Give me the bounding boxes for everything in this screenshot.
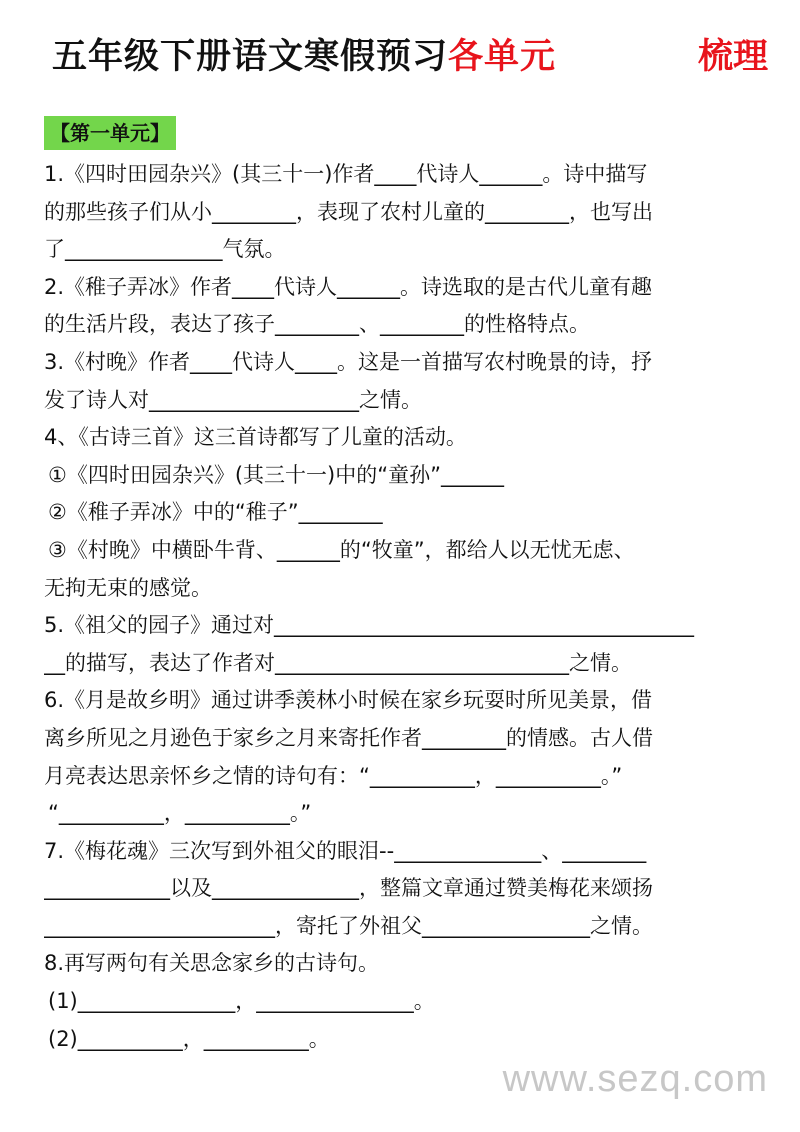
question-line: 无拘无束的感觉。 xyxy=(44,575,212,600)
question-line: 1.《四时田园杂兴》(其三十一)作者____代诗人______。诗中描写 xyxy=(44,162,648,186)
question-line: 5.《祖父的园子》通过对________________________________________ xyxy=(44,613,695,638)
sub-question-line: (2)__________，__________。 xyxy=(48,1026,330,1051)
question-line: 7.《梅花魂》三次写到外祖父的眼泪--______________、________ xyxy=(44,838,647,863)
question-line: 的生活片段，表达了孩子________、________的性格特点。 xyxy=(44,312,590,337)
sub-question-line: ③《村晚》中横卧牛背、______的“牧童”，都给人以无忧无虑、 xyxy=(48,537,635,562)
worksheet-content xyxy=(44,156,760,1058)
question-line: 6.《月是故乡明》通过讲季羡林小时候在家乡玩耍时所见美景，借 xyxy=(44,688,653,713)
question-line: 了_______________气氛。 xyxy=(44,237,286,262)
sub-question-line: ②《稚子弄冰》中的“稚子”________ xyxy=(48,500,383,525)
sub-question-line: (1)_______________，_______________。 xyxy=(48,989,435,1014)
question-line: ____________以及______________，整篇文章通过赞美梅花来颂扬 xyxy=(44,876,653,901)
question-line: 的那些孩子们从小________，表现了农村儿童的________，也写出 xyxy=(44,199,653,224)
question-line: 8.再写两句有关思念家乡的古诗句。 xyxy=(44,951,380,976)
title-highlight-text: 各单元 xyxy=(448,37,557,77)
watermark: www.sezq.com xyxy=(502,1058,768,1100)
question-line: 发了诗人对____________________之情。 xyxy=(44,387,422,412)
question-line: 4、《古诗三首》这三首诗都写了儿童的活动。 xyxy=(44,425,467,450)
question-line: ______________________，寄托了外祖父________________之情。 xyxy=(44,913,653,938)
question-line: 月亮表达思亲怀乡之情的诗句有：“__________，__________。” xyxy=(44,763,623,788)
title-main-text: 五年级下册语文寒假预习 xyxy=(52,37,449,77)
question-line: 2.《稚子弄冰》作者____代诗人______。诗选取的是古代儿童有趣 xyxy=(44,274,653,299)
question-line: 3.《村晚》作者____代诗人____。这是一首描写农村晚景的诗，抒 xyxy=(44,349,653,374)
question-line: “__________，__________。” xyxy=(48,801,312,826)
sub-question-line: ①《四时田园杂兴》(其三十一)中的“童孙”______ xyxy=(48,462,504,487)
unit-badge: 【第一单元】 xyxy=(44,116,176,150)
page-title xyxy=(52,30,556,84)
question-line: 离乡所见之月逊色于家乡之月来寄托作者________的情感。古人借 xyxy=(44,725,653,750)
title-right-text: 梳理 xyxy=(697,37,768,77)
page-header xyxy=(0,30,800,90)
question-line: __的描写，表达了作者对____________________________之情。 xyxy=(44,650,632,675)
